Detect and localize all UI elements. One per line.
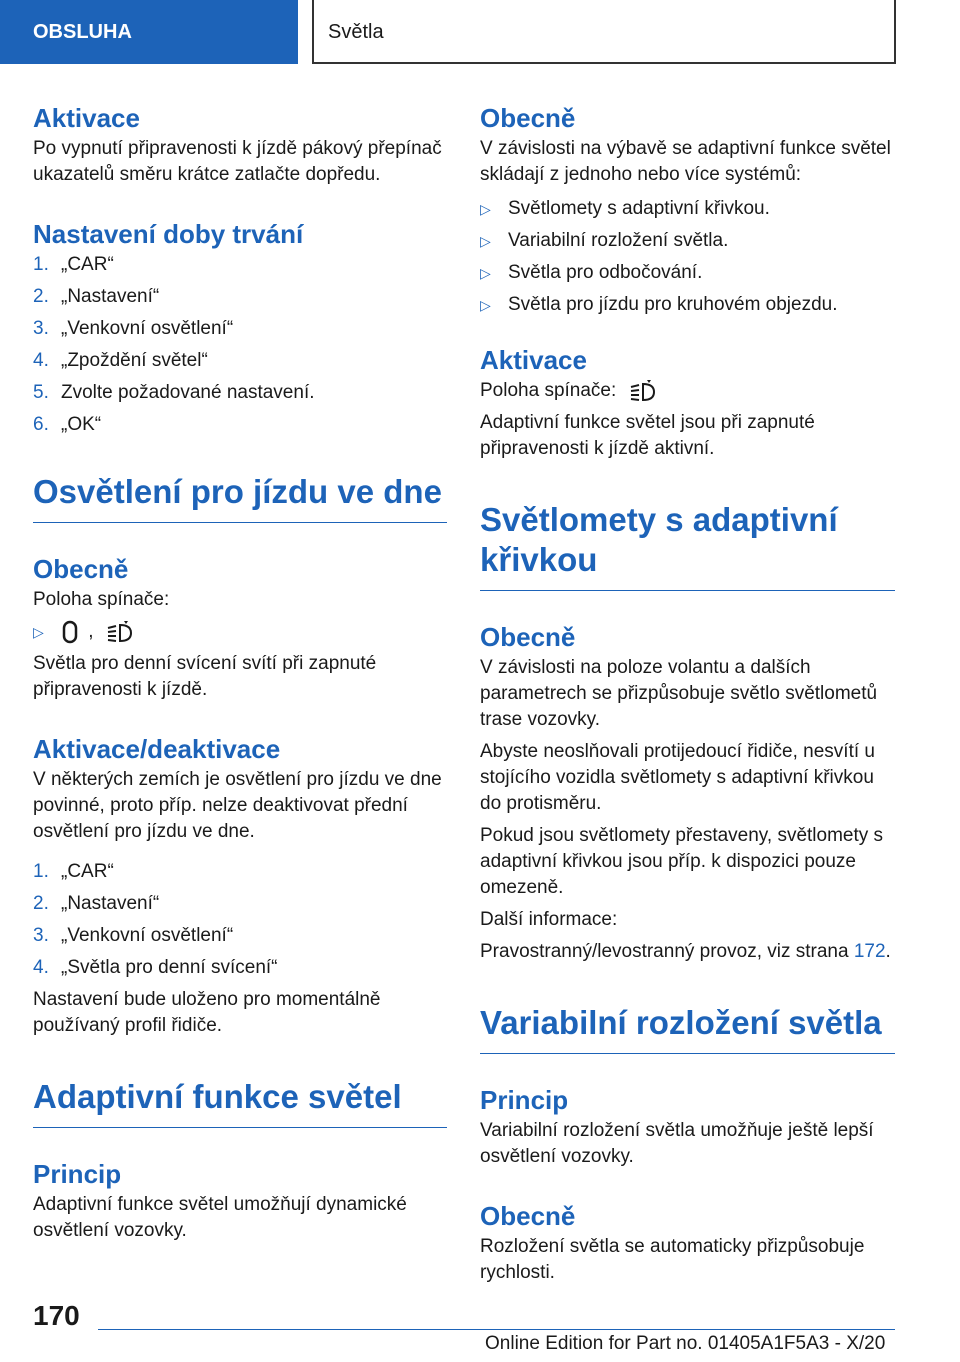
systems-list xyxy=(480,196,895,318)
right-general-heading: Obecně xyxy=(480,103,576,133)
variable-principle-text: Variabilní rozložení světla umožňuje ještě lepší osvětlení vozovky. xyxy=(480,1120,874,1167)
curve-headlights-heading: Světlomety s adaptivní křivkou xyxy=(480,500,895,591)
switch-positions-list xyxy=(33,619,447,645)
triangle-bullet-icon: ▷ xyxy=(33,624,44,640)
footer-divider xyxy=(98,1329,895,1330)
triangle-bullet-icon: ▷ xyxy=(480,233,491,249)
list-item: 5. Zvolte požadované nastavení. xyxy=(33,382,315,403)
list-item: 4. „Světla pro denní svícení“ xyxy=(33,957,278,978)
activation-heading: Aktivace xyxy=(33,103,140,133)
list-item: ▷ , xyxy=(33,619,447,645)
list-item: ▷ Variabilní rozložení světla. xyxy=(480,228,895,254)
page-header xyxy=(0,0,960,64)
curve-p1: V závislosti na poloze volantu a dalších parametrech se přizpůsobuje světlo světlometů trase vozovky. xyxy=(480,657,878,730)
triangle-bullet-icon: ▷ xyxy=(480,297,491,313)
switch-position-label: Poloha spínače: xyxy=(33,589,170,610)
curve-general-heading: Obecně xyxy=(480,622,576,652)
section-tab: OBSLUHA xyxy=(0,0,298,64)
list-item: ▷ Světla pro odbočování. xyxy=(480,260,895,286)
list-item: 3. „Venkovní osvětlení“ xyxy=(33,925,234,946)
list-item: 4. „Zpoždění světel“ xyxy=(33,350,208,371)
right-general-text: V závislosti na výbavě se adaptivní funkce světel skládají z jednoho nebo více systémů: xyxy=(480,138,891,185)
list-item: ▷ Světla pro jízdu pro kruhovém objezdu. xyxy=(480,292,895,318)
variable-general-text: Rozložení světla se automaticky přizpůsobuje rychlosti. xyxy=(480,1236,865,1283)
daytime-lights-heading: Osvětlení pro jízdu ve dne xyxy=(33,472,447,523)
profile-note: Nastavení bude uloženo pro momentálně používaný profil řidiče. xyxy=(33,989,381,1036)
auto-light-icon xyxy=(107,620,133,644)
zero-position-icon xyxy=(61,620,79,644)
adaptive-lights-heading: Adaptivní funkce světel xyxy=(33,1077,447,1128)
curve-p4: Další informace: xyxy=(480,909,618,930)
auto-light-icon xyxy=(630,379,656,403)
list-item: 2. „Nastavení“ xyxy=(33,286,160,307)
edition-note: Online Edition for Part no. 01405A1F5A3 - X/20 xyxy=(485,1333,886,1354)
list-item: 1. „CAR“ xyxy=(33,861,114,882)
triangle-bullet-icon: ▷ xyxy=(480,265,491,281)
page-number: 170 xyxy=(33,1300,80,1331)
list-item: 6. „OK“ xyxy=(33,414,102,435)
list-item: 2. „Nastavení“ xyxy=(33,893,160,914)
activation-text: Po vypnutí připravenosti k jízdě pákový přepínač ukazatelů směru krátce zatlačte dopředu. xyxy=(33,138,442,185)
left-column xyxy=(33,100,447,1244)
page-reference-link[interactable]: 172 xyxy=(853,941,886,962)
right-column xyxy=(480,100,895,1286)
variable-principle-heading: Princip xyxy=(480,1085,569,1115)
curve-p3: Pokud jsou světlomety přestaveny, světlomety s adaptivní křivkou jsou příp. k dispozici pouze omezeně. xyxy=(480,825,884,898)
activation-deactivation-text: V některých zemích je osvětlení pro jízdu ve dne povinné, proto příp. nelze deaktivovat přední osvětlení pro jízdu ve dne. xyxy=(33,769,442,842)
chapter-tab: Světla xyxy=(312,0,896,64)
duration-heading: Nastavení doby trvání xyxy=(33,219,304,249)
list-item: 1. „CAR“ xyxy=(33,254,114,275)
daytime-lights-text: Světla pro denní svícení svítí při zapnuté připravenosti k jízdě. xyxy=(33,653,377,700)
activation-deactivation-heading: Aktivace/deaktivace xyxy=(33,734,281,764)
list-item: ▷ Světlomety s adaptivní křivkou. xyxy=(480,196,895,222)
right-activation-heading: Aktivace xyxy=(480,345,587,375)
right-switch-position: Poloha spínače: xyxy=(480,378,895,404)
right-activation-text: Adaptivní funkce světel jsou při zapnuté připravenosti k jízdě aktivní. xyxy=(480,412,815,459)
variable-light-heading: Variabilní rozložení světla xyxy=(480,1003,895,1054)
curve-p5: Pravostranný/levostranný provoz, viz strana 172. xyxy=(480,941,891,962)
adaptive-principle-heading: Princip xyxy=(33,1159,122,1189)
daytime-steps xyxy=(33,859,447,981)
variable-general-heading: Obecně xyxy=(480,1201,576,1231)
list-item: 3. „Venkovní osvětlení“ xyxy=(33,318,234,339)
duration-steps xyxy=(33,252,447,438)
triangle-bullet-icon: ▷ xyxy=(480,201,491,217)
curve-p2: Abyste neoslňovali protijedoucí řidiče, nesvítí u stojícího vozidla světlomety s adaptivní křivkou do protisměru. xyxy=(480,741,875,814)
daytime-general-heading: Obecně xyxy=(33,554,129,584)
adaptive-principle-text: Adaptivní funkce světel umožňují dynamické osvětlení vozovky. xyxy=(33,1194,407,1241)
